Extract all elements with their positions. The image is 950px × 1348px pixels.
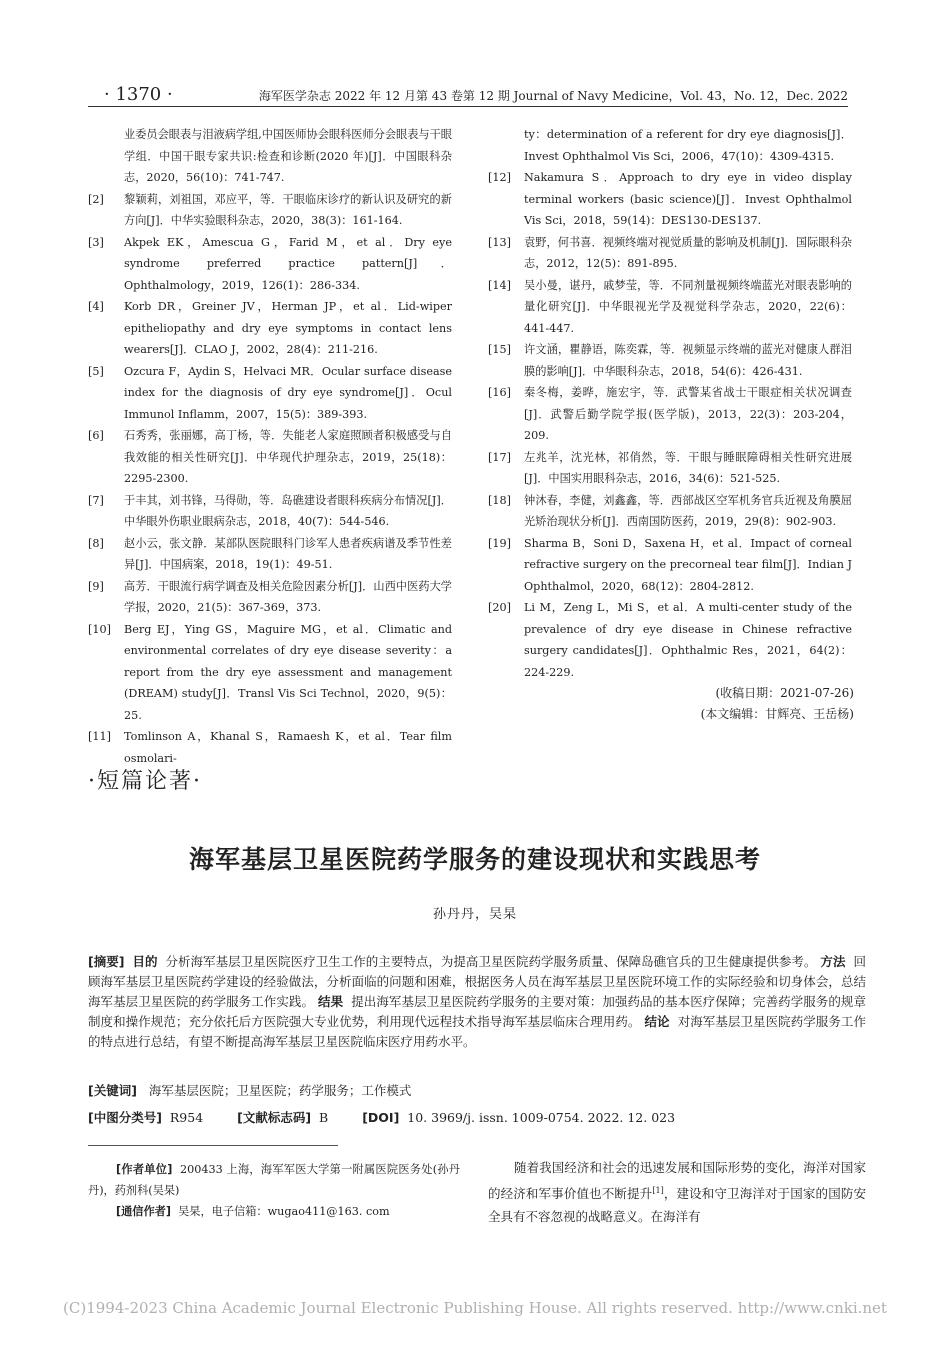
reference-number: [15] [488, 343, 511, 356]
footnotes [88, 1159, 460, 1222]
body-paragraph [488, 1156, 866, 1228]
reference-entry [88, 189, 452, 232]
reference-text: 许文涵，瞿静语，陈奕霖，等．视频显示终端的蓝光对健康人群泪膜的影响[J]．中华眼科杂志，2018，54(6)：426-431. [524, 343, 852, 378]
affiliation-text: 200433 上海，海军军医大学第一附属医院医务处(孙丹丹)，药剂科(吴杲) [88, 1163, 460, 1197]
reference-text: 左兆羊，沈光林，祁俏然，等．干眼与睡眠障碍相关性研究进展[J]．中国实用眼科杂志，2016，34(6)：521-525. [524, 450, 852, 485]
reference-entry [88, 361, 452, 426]
section-label: ·短篇论著· [88, 769, 202, 794]
reference-number: [16] [488, 386, 511, 399]
reference-entry [88, 576, 452, 619]
result-label: 结果 [318, 994, 344, 1009]
conclusion-text: 对海军基层卫星医院药学服务工作的特点进行总结，有望不断提高海军基层卫星医院临床医疗用药水平。 [88, 1014, 866, 1049]
running-header [88, 84, 848, 108]
doi-label: [DOI] [362, 1110, 400, 1125]
corresponding-text: 吴杲，电子信箱：wugao411@163. com [178, 1205, 390, 1218]
author-list: 孙丹丹，吴杲 [432, 907, 517, 922]
reference-number: [20] [488, 601, 511, 614]
reference-number: [11] [88, 730, 111, 743]
doc-code-label: [文献标志码] [237, 1110, 312, 1125]
reference-entry [488, 490, 852, 533]
reference-entry [488, 382, 852, 447]
header-rule [88, 106, 848, 107]
reference-number: [6] [88, 429, 104, 442]
objective-label: 目的 [132, 954, 158, 969]
reference-number: [17] [488, 450, 511, 464]
reference-number: [19] [488, 536, 511, 550]
reference-entry [488, 124, 852, 167]
affiliation-label: [作者单位] [116, 1163, 173, 1176]
body-text-part2: ，建设和守卫海洋对于国家的国防安全具有不容忽视的战略意义。在海洋有 [488, 1186, 866, 1225]
reference-text: Korb DR，Greiner JV，Herman JP，et al．Lid-wiper epitheliopathy and dry eye symptoms in contact lens wearers[J]．CLAO J，2002，28(4)：211-216. [124, 300, 452, 356]
classification-line [88, 1108, 866, 1128]
reference-number: [13] [488, 235, 511, 249]
reference-entry [88, 124, 452, 189]
reference-number: [9] [88, 579, 104, 593]
reference-text: Li M，Zeng L，Mi S，et al．A multi-center study of the prevalence of dry eye disease in Chinese refractive surgery candidates[J]．Ophthalmic Res，2021，64(2)：224-229. [524, 601, 852, 679]
reference-text: 黎颖莉，刘祖国，邓应平，等．干眼临床诊疗的新认识及研究的新方向[J]．中华实验眼科杂志，2020，38(3)：161-164. [124, 192, 452, 227]
journal-citation-line: 海军医学杂志 2022 年 12 月第 43 卷第 12 期 Journal of Navy Medicine，Vol. 43，No. 12，Dec. 2022 [258, 89, 848, 103]
reference-entry [88, 490, 452, 533]
reference-number: [18] [488, 493, 511, 507]
reference-text: Berg EJ，Ying GS，Maguire MG，et al．Climatic and environmental correlates of dry eye disease severity：a report from the dry eye assessment and management (DREAM) study[J]．Transl Vis Sci Technol，2020，9(5)：25. [124, 622, 452, 722]
reference-text: 于丰其，刘书锋，马得勋，等．岛礁建设者眼科疾病分布情况[J]．中华眼外伤职业眼病杂志，2018，40(7)：544-546. [124, 493, 452, 528]
clc-label: [中图分类号] [88, 1110, 162, 1125]
reference-text: 赵小云，张文静．某部队医院眼科门诊军人患者疾病谱及季节性差异[J]．中国病案，2018，19(1)：49-51. [124, 536, 452, 571]
affiliation-note [88, 1159, 460, 1201]
objective-text: 分析海军基层卫星医院医疗卫生工作的主要特点，为提高卫星医院药学服务质量、保障岛礁官兵的卫生健康提供参考。 [165, 954, 817, 969]
conclusion-label: 结论 [644, 1014, 670, 1029]
reference-text: Tomlinson A，Khanal S，Ramaesh K，et al．Tear film osmolari- [124, 730, 452, 765]
reference-entry [88, 425, 452, 490]
result-text: 提出海军基层卫星医院药学服务的主要对策：加强药品的基本医疗保障；完善药学服务的规章制度和操作规范；充分依托后方医院强大专业优势，利用现代远程技术指导海军基层临床合理用药。 [88, 994, 866, 1029]
reference-entry [88, 619, 452, 727]
reference-text: Sharma B，Soni D，Saxena H，et al．Impact of corneal refractive surgery on the precorneal tear film[J]．Indian J Ophthalmol，2020，68(12)：2804-2812. [524, 536, 852, 593]
reference-number: [3] [88, 235, 104, 249]
reference-number: [8] [88, 536, 104, 550]
body-text-part1: 随着我国经济和社会的迅速发展和国际形势的变化，海洋对国家的经济和军事价值也不断提升 [488, 1160, 866, 1202]
corresponding-label: [通信作者] [116, 1205, 171, 1218]
reference-number: [14] [488, 278, 511, 292]
reference-text: 秦冬梅，姜晔，施宏宇，等．武警某省战士干眼症相关状况调查[J]．武警后勤学院学报(医学版)，2013，22(3)：203-204，209. [524, 386, 852, 442]
reference-entry [488, 339, 852, 382]
reference-number: [7] [88, 493, 104, 507]
reference-entry [488, 275, 852, 340]
copyright-watermark: (C)1994-2023 China Academic Journal Electronic Publishing House. All rights reserved. http://www.cnki.net [63, 1299, 887, 1317]
reference-number: [5] [88, 364, 104, 378]
reference-entry [488, 533, 852, 598]
method-label: 方法 [820, 954, 846, 969]
reference-entry [88, 296, 452, 361]
reference-entry [88, 726, 452, 769]
method-text: 回顾海军基层卫星医院药学建设的经验做法，分析面临的问题和困难，根据医务人员在海军基层卫星医院环境工作的实际经验和切身体会，总结海军基层卫星医院的药学服务工作实践。 [88, 954, 866, 1009]
abstract-label: [摘要] [88, 954, 125, 969]
reference-text: 高芳．干眼流行病学调查及相关危险因素分析[J]．山西中医药大学学报，2020，21(5)：367-369，373. [124, 579, 452, 614]
citation-mark: [1] [652, 1186, 664, 1195]
reference-text: Ozcura F，Aydin S，Helvaci MR．Ocular surface disease index for the diagnosis of dry eye syndrome[J]．Ocul Immunol Inflamm，2007，15(5)：389-393. [124, 364, 452, 421]
reference-number: [12] [488, 171, 511, 184]
reference-entry [488, 597, 852, 683]
reference-number: [2] [88, 192, 104, 206]
article-title: 海军基层卫星医院药学服务的建设现状和实践思考 [188, 845, 761, 874]
page-number: · 1370 · [104, 84, 173, 105]
reference-entry [488, 167, 852, 232]
editor-line: (本文编辑：甘辉亮、王岳杨) [700, 707, 854, 721]
references-left-column [88, 124, 452, 769]
reference-text: 吴小曼，谌丹，戚梦莹，等．不同剂量视频终端蓝光对眼表影响的量化研究[J]．中华眼视光学及视觉科学杂志，2020，22(6)：441-447. [524, 278, 852, 335]
reference-text: Nakamura S．Approach to dry eye in video display terminal workers (basic science)[J]．Invest Ophthalmol Vis Sci，2018，59(14)：DES130-DES137. [524, 171, 852, 227]
reference-text: 业委员会眼表与泪液病学组,中国医师协会眼科医师分会眼表与干眼学组．中国干眼专家共识:检查和诊断(2020 年)[J]．中国眼科杂志，2020，56(10)：741-747. [124, 128, 452, 184]
doc-code-value: B [319, 1110, 329, 1125]
footnote-rule [88, 1145, 338, 1146]
reference-entry [488, 447, 852, 490]
keywords-label: [关键词] [88, 1083, 137, 1098]
clc-value: R954 [169, 1110, 204, 1125]
reference-number: [10] [88, 622, 111, 636]
references-right-column [488, 124, 852, 725]
keywords [88, 1081, 866, 1101]
reference-text: 钟沐春，李健，刘鑫鑫，等．西部战区空军机务官兵近视及角膜屈光矫治现状分析[J]．西南国防医药，2019，29(8)：902-903. [524, 493, 852, 528]
corresponding-note [88, 1201, 460, 1222]
reference-entry [88, 533, 452, 576]
received-date: (收稿日期：2021-07-26) [715, 686, 854, 700]
reference-entry [488, 232, 852, 275]
keywords-text: 海军基层医院；卫星医院；药学服务；工作模式 [148, 1083, 412, 1098]
reference-text: 石秀秀，张丽娜，高丁杨，等．失能老人家庭照顾者积极感受与自我效能的相关性研究[J]．中华现代护理杂志，2019，25(18)：2295-2300. [124, 429, 452, 485]
reference-text: Akpek EK，Amescua G，Farid M，et al．Dry eye syndrome preferred practice pattern[J]．Ophthalmology，2019，126(1)：286-334. [124, 235, 452, 292]
reference-number: [4] [88, 300, 104, 313]
reference-text: ty：determination of a referent for dry eye diagnosis[J]．Invest Ophthalmol Vis Sci，2006，47(10)：4309-4315. [524, 128, 852, 163]
doi-value: 10. 3969/j. issn. 1009-0754. 2022. 12. 023 [407, 1110, 676, 1125]
reference-entry [88, 232, 452, 297]
reference-text: 袁野，何书喜．视频终端对视觉质量的影响及机制[J]．国际眼科杂志，2012，12(5)：891-895. [524, 235, 852, 270]
abstract [88, 952, 866, 1052]
